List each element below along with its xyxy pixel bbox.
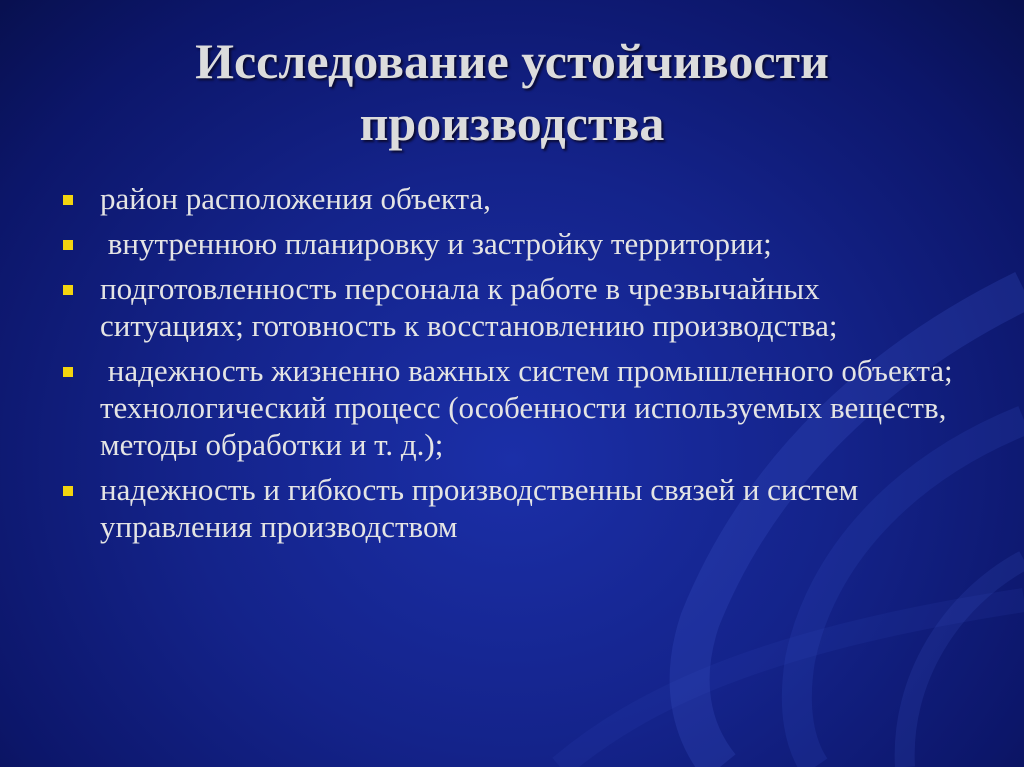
square-bullet-icon <box>63 195 73 205</box>
bullet-item-management <box>60 471 960 545</box>
slide-title <box>60 30 964 154</box>
bullet-text: район расположения объекта, <box>100 181 491 216</box>
bullet-item-systems <box>60 352 960 463</box>
bullet-item-personnel <box>60 270 960 344</box>
square-bullet-icon <box>63 486 73 496</box>
bullet-item-layout <box>60 225 960 262</box>
bullet-text: внутреннюю планировку и застройку территории; <box>100 226 772 261</box>
bullet-list <box>60 180 960 553</box>
bullet-text: подготовленность персонала к работе в чрезвычайных ситуациях; готовность к восстановлению производства; <box>100 271 838 343</box>
bullet-item-location <box>60 180 960 217</box>
bullet-text: надежность жизненно важных систем промышленного объекта; технологический процесс (особенности используемых веществ, методы обработки и т. д.); <box>100 353 961 462</box>
slide-title-line-1: Исследование устойчивости <box>195 33 829 89</box>
square-bullet-icon <box>63 240 73 250</box>
slide-title-line-2: производства <box>359 95 665 151</box>
square-bullet-icon <box>63 285 73 295</box>
bullet-text: надежность и гибкость производственны связей и систем управления производством <box>100 472 866 544</box>
square-bullet-icon <box>63 367 73 377</box>
